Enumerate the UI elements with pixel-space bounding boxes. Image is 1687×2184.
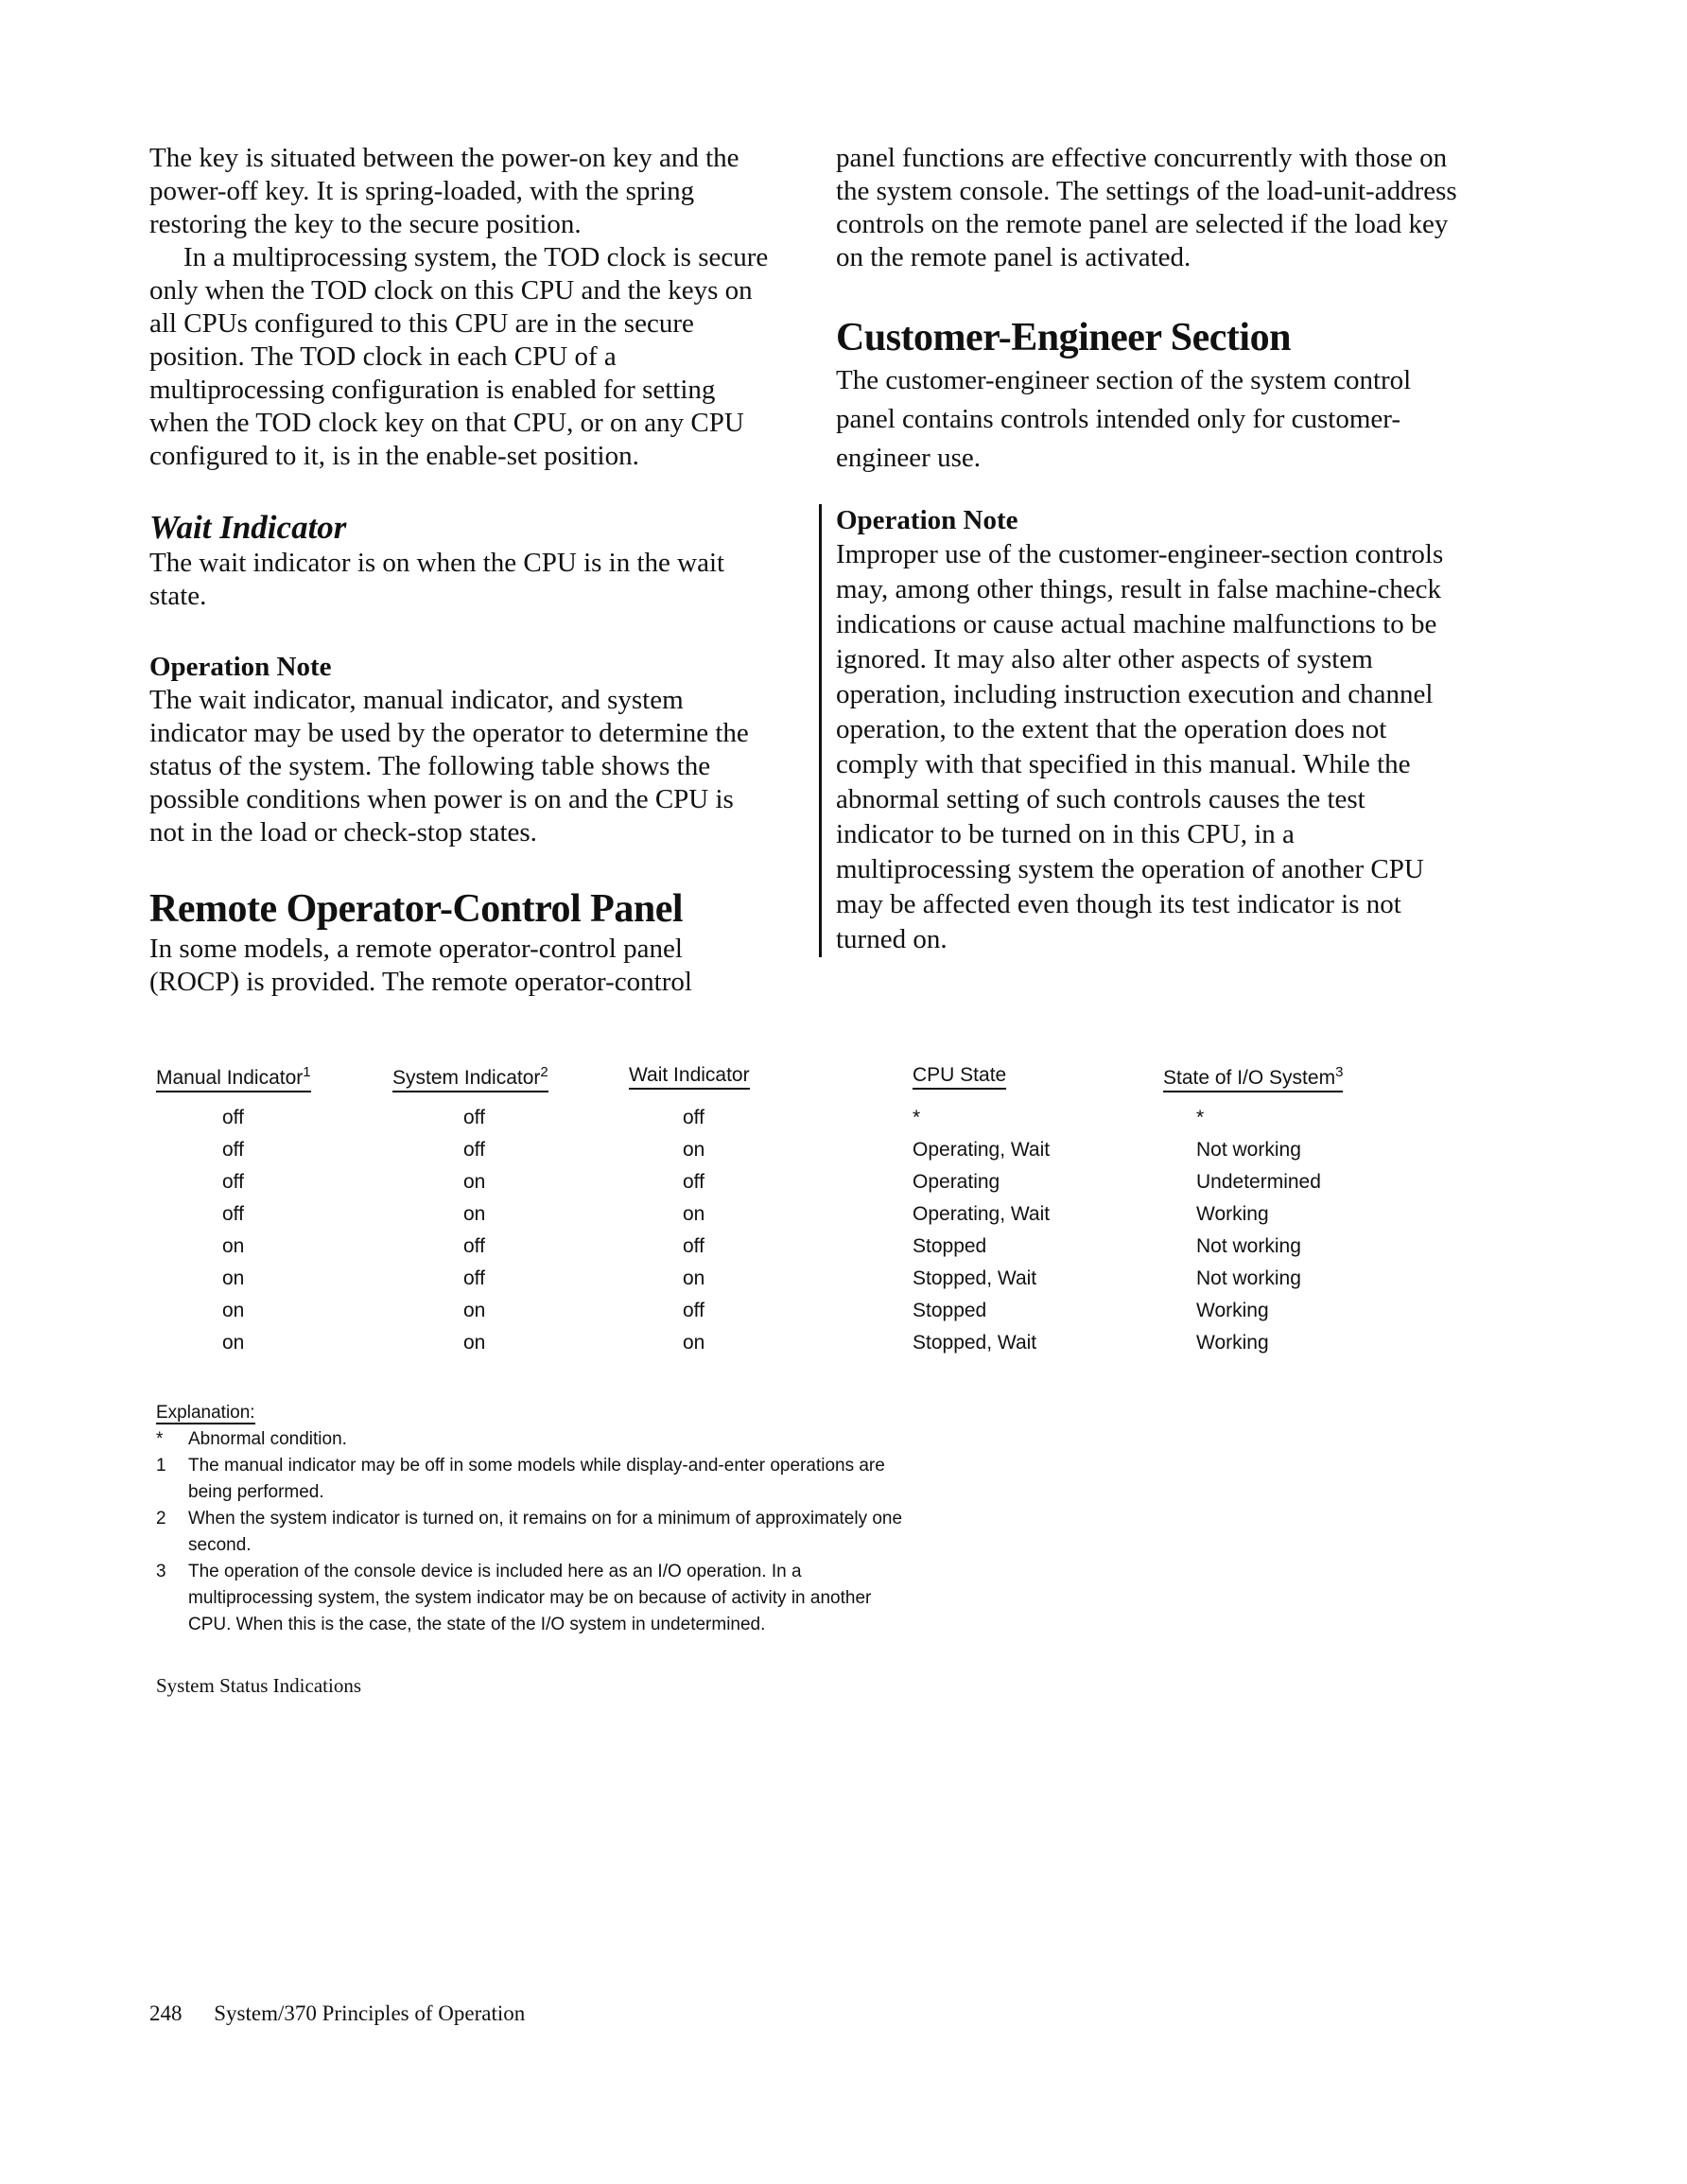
wait-indicator-heading: Wait Indicator (149, 509, 347, 546)
header-wait-indicator: Wait Indicator (629, 1064, 870, 1102)
footnote-abnormal: * Abnormal condition. (156, 1429, 347, 1449)
explanation-title: Explanation: (156, 1403, 255, 1423)
table-cell: off (222, 1203, 244, 1225)
table-cell: off (463, 1267, 485, 1289)
table-cell: Stopped (913, 1235, 987, 1257)
table-cell: on (222, 1267, 245, 1289)
table-cell: on (222, 1300, 245, 1321)
table-row (156, 1166, 1385, 1198)
table-cell: Working (1196, 1332, 1269, 1354)
table-cell: on (683, 1203, 705, 1225)
table-cell: Stopped (913, 1300, 987, 1321)
table-row (156, 1263, 1385, 1295)
operation-note-box (819, 504, 1460, 957)
wait-indicator-text: The wait indicator is on when the CPU is in the wait state. (149, 548, 725, 611)
ce-operation-note-heading: Operation Note (836, 505, 1018, 535)
table-cell: on (683, 1332, 705, 1354)
table-cell: Operating, Wait (913, 1203, 1051, 1225)
table-row (156, 1102, 1385, 1134)
system-status-table (156, 1064, 1385, 1359)
table-cell: off (683, 1171, 704, 1193)
remote-panel-text: In some models, a remote operator-control panel (ROCP) is provided. The remote operator-control (149, 934, 692, 997)
operation-note-heading: Operation Note (149, 652, 332, 682)
table-cell: off (222, 1171, 244, 1193)
table-cell: Stopped, Wait (913, 1332, 1037, 1354)
table-cell: off (683, 1300, 704, 1321)
customer-engineer-heading: Customer-Engineer Section (836, 316, 1291, 359)
operation-note-text: The wait indicator, manual indicator, and system indicator may be used by the operator to determine the status of the system. The following table shows the possible conditions when power is on and the CPU is not in the load or check-stop states. (149, 685, 749, 847)
table-cell: off (222, 1107, 244, 1128)
table-cell: on (683, 1267, 705, 1289)
table-row (156, 1327, 1385, 1359)
left-column (149, 142, 774, 999)
ce-operation-note-text: Improper use of the customer-engineer-section controls may, among other things, result in false machine-check indications or cause actual machine malfunctions to be ignored. It may also alter other aspects of system operation, including instruction execution and channel operation, to the extent that the operation does not comply with that specified in this manual. While the abnormal setting of such controls causes the test indicator to be turned on in this CPU, in a multiprocessing system the operation of another CPU may be affected even though its test indicator is not turned on. (836, 539, 1444, 954)
paragraph-tod-clock: In a multiprocessing system, the TOD clock is secure only when the TOD clock on this CPU and the keys on all CPUs configured to this CPU are in the secure position. The TOD clock in each CPU of a multiprocessing configuration is enabled for setting when the TOD clock key on that CPU, or on any CPU configured to it, is in the enable-set position. (149, 242, 769, 471)
table-header-row (156, 1064, 1385, 1102)
header-io-state: State of I/O System$^3$ (1163, 1064, 1385, 1102)
table-row (156, 1134, 1385, 1166)
table-cell: on (683, 1139, 705, 1161)
paragraph-remote-panel-cont: panel functions are effective concurrently with those on the system console. The settings of the load-unit-address controls on the remote panel are selected if the load key on the remote panel is activated. (836, 143, 1457, 272)
footnote-1: 1 The manual indicator may be off in some models while display-and-enter operations are being performed. (156, 1456, 885, 1502)
table-cell: off (683, 1107, 704, 1128)
customer-engineer-text: The customer-engineer section of the system control panel contains controls intended only for customer-engineer use. (836, 365, 1412, 473)
table-row (156, 1295, 1385, 1327)
explanation-block (156, 1400, 1007, 1638)
table-cell: off (463, 1107, 485, 1128)
table-cell: Not working (1196, 1267, 1301, 1289)
footnote-2: 2 When the system indicator is turned on, it remains on for a minimum of approximately one second. (156, 1509, 903, 1555)
table-cell: on (463, 1171, 486, 1193)
footnote-3: 3 The operation of the console device is included here as an I/O operation. In a multiprocessing system, the system indicator may be on because of activity in another CPU. When this is the case, the state of the I/O system in undetermined. (156, 1562, 872, 1634)
document-title: System/370 Principles of Operation (214, 2001, 526, 2025)
table-cell: * (913, 1107, 921, 1128)
table-cell: Not working (1196, 1235, 1301, 1257)
table-cell: off (463, 1235, 485, 1257)
table-cell: on (463, 1332, 486, 1354)
table-cell: Working (1196, 1203, 1269, 1225)
table-cell: off (222, 1139, 244, 1161)
table-cell: Working (1196, 1300, 1269, 1321)
table-cell: Operating (913, 1171, 1000, 1193)
table-cell: Operating, Wait (913, 1139, 1051, 1161)
table-cell: on (463, 1203, 486, 1225)
table-cell: off (683, 1235, 704, 1257)
header-manual-indicator: Manual Indicator$^1$ (156, 1064, 392, 1102)
paragraph-key-position: The key is situated between the power-on key and the power-off key. It is spring-loaded, with the spring restoring the key to the secure position. (149, 143, 739, 239)
table-row (156, 1231, 1385, 1263)
table-cell: Not working (1196, 1139, 1301, 1161)
remote-panel-heading: Remote Operator-Control Panel (149, 887, 684, 931)
header-cpu-state: CPU State (870, 1064, 1163, 1102)
page-footer (149, 2001, 525, 2026)
table-row (156, 1198, 1385, 1231)
table-caption: System Status Indications (156, 1674, 361, 1697)
table-cell: on (222, 1332, 245, 1354)
table-cell: * (1196, 1107, 1205, 1128)
table-cell: on (463, 1300, 486, 1321)
table-cell: on (222, 1235, 245, 1257)
header-system-indicator: System Indicator$^2$ (392, 1064, 629, 1102)
right-column (836, 142, 1460, 957)
table-cell: Stopped, Wait (913, 1267, 1037, 1289)
table-cell: Undetermined (1196, 1171, 1321, 1193)
table-cell: off (463, 1139, 485, 1161)
page-number: 248 (149, 2001, 183, 2025)
